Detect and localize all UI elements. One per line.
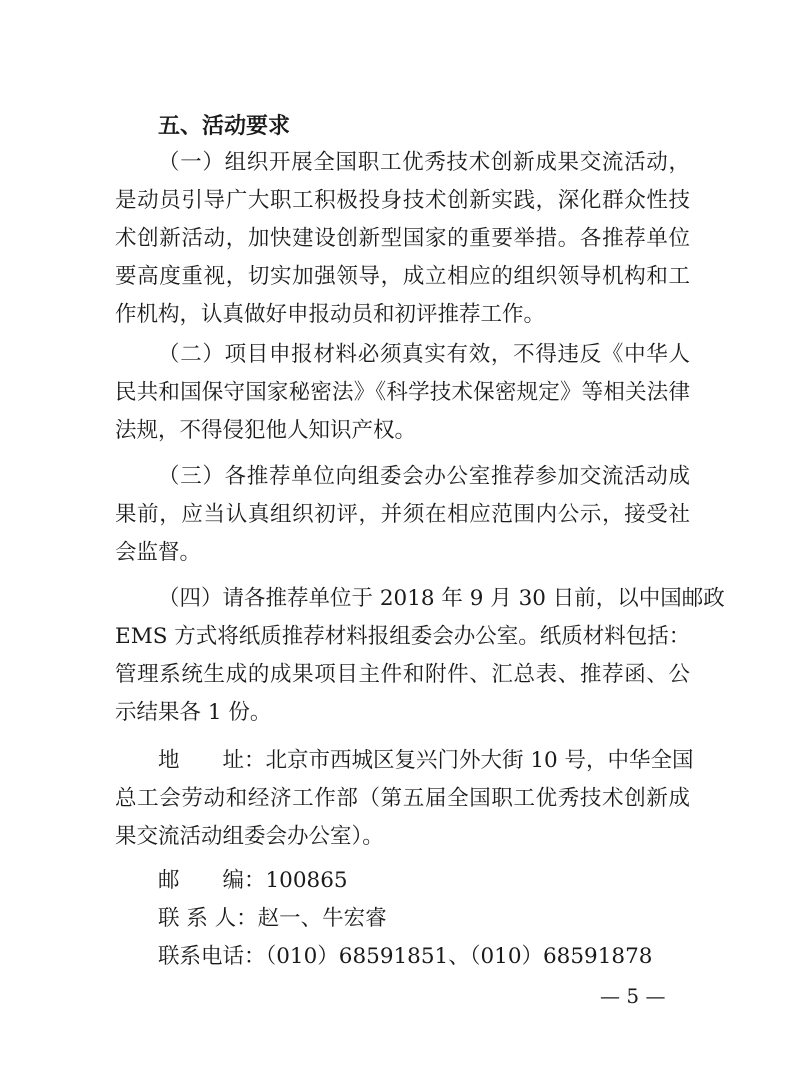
- page-number: — 5 —: [600, 984, 666, 1008]
- paragraph-3-line-3: 会监督。: [115, 540, 202, 565]
- paragraph-1-line-5: 作机构，认真做好申报动员和初评推荐工作。: [115, 302, 546, 327]
- paragraph-3-line-2: 果前，应当认真组织初评，并须在相应范围内公示，接受社: [115, 502, 690, 527]
- paragraph-4-line-1: （四）请各推荐单位于 2018 年 9 月 30 日前，以中国邮政: [158, 586, 725, 611]
- paragraph-3-line-1: （三）各推荐单位向组委会办公室推荐参加交流活动成: [158, 464, 690, 489]
- paragraph-4-line-3: 管理系统生成的成果项目主件和附件、汇总表、推荐函、公: [115, 662, 690, 687]
- paragraph-2-line-3: 法规，不得侵犯他人知识产权。: [115, 418, 417, 443]
- paragraph-1-line-1: （一）组织开展全国职工优秀技术创新成果交流活动，: [158, 150, 690, 175]
- paragraph-2-line-2: 民共和国保守国家秘密法》《科学技术保密规定》等相关法律: [115, 380, 690, 405]
- paragraph-4-line-2: EMS 方式将纸质推荐材料报组委会办公室。纸质材料包括：: [115, 624, 691, 649]
- contact-phone-line: 联系电话：（010）68591851、（010）68591878: [158, 944, 653, 969]
- address-line-3: 果交流活动组委会办公室）。: [115, 824, 384, 849]
- paragraph-1-line-4: 要高度重视，切实加强领导，成立相应的组织领导机构和工: [115, 264, 690, 289]
- section-heading: 五、活动要求: [158, 114, 291, 139]
- paragraph-2-line-1: （二）项目申报材料必须真实有效，不得违反《中华人: [158, 342, 690, 367]
- paragraph-1-line-2: 是动员引导广大职工积极投身技术创新实践，深化群众性技: [115, 188, 690, 213]
- paragraph-4-line-4: 示结果各 1 份。: [115, 700, 272, 725]
- paragraph-1-line-3: 术创新活动，加快建设创新型国家的重要举措。各推荐单位: [115, 226, 690, 251]
- address-line-2: 总工会劳动和经济工作部（第五届全国职工优秀技术创新成: [115, 786, 690, 811]
- contact-person-line: 联 系 人：赵一、牛宏睿: [158, 906, 387, 931]
- postcode-line: 邮 编：100865: [158, 868, 348, 893]
- address-line-1: 地 址：北京市西城区复兴门外大街 10 号，中华全国: [158, 748, 694, 773]
